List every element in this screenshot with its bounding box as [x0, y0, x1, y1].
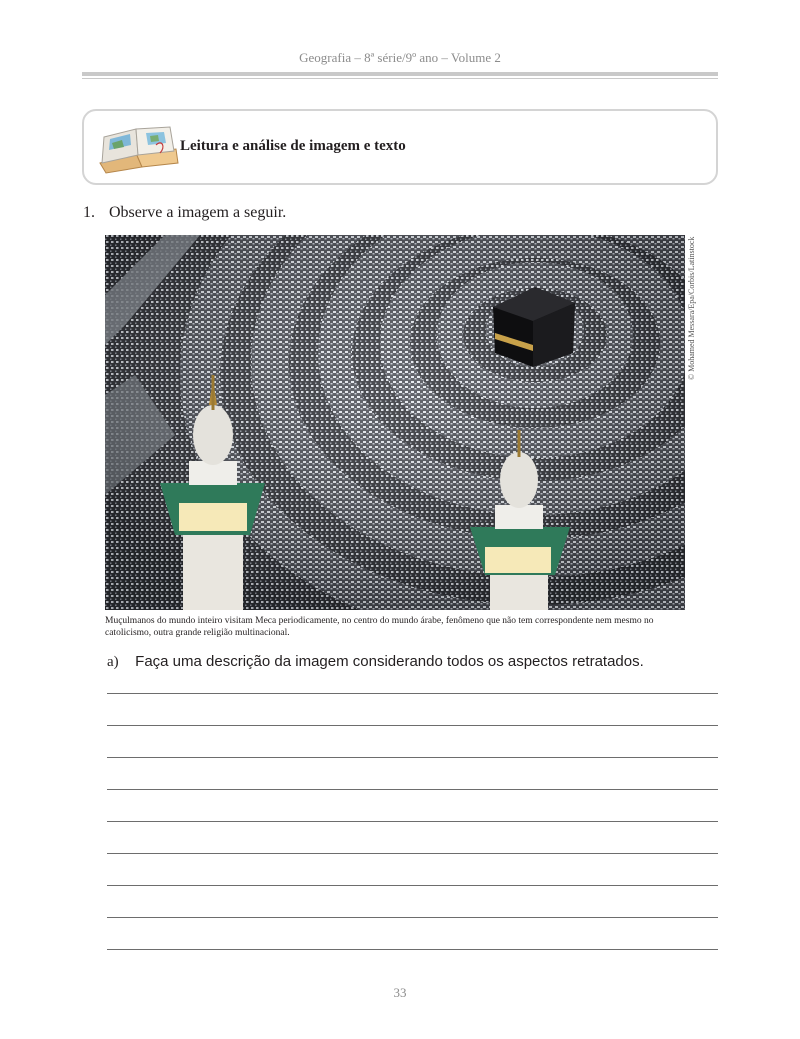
page-number: 33 — [393, 985, 407, 1000]
question-text: Observe a imagem a seguir. — [109, 204, 287, 221]
section-banner — [82, 109, 718, 185]
answer-line[interactable] — [107, 725, 718, 726]
question-1 — [83, 204, 286, 222]
mecca-photo — [105, 235, 685, 610]
photo-credit: © Mohamed Messara/Epa/Corbis/Latinstock — [687, 236, 696, 380]
answer-line[interactable] — [107, 757, 718, 758]
question-a — [107, 653, 644, 671]
header-rule-thin — [82, 78, 718, 79]
answer-line[interactable] — [107, 693, 718, 694]
item-text: Faça uma descrição da imagem considerando todos os aspectos retratados. — [135, 653, 644, 670]
answer-line[interactable] — [107, 917, 718, 918]
answer-line[interactable] — [107, 853, 718, 854]
open-book-icon — [96, 123, 182, 175]
photo-caption: Muçulmanos do mundo inteiro visitam Meca periodicamente, no centro do mundo árabe, fenômeno que não tem correspondente nem mesmo no catolicismo, outra grande religião multinacional. — [105, 616, 654, 638]
running-header: Geografia – 8ª série/9º ano – Volume 2 — [299, 50, 501, 65]
section-title: Leitura e análise de imagem e texto — [180, 138, 406, 154]
item-letter: a) — [107, 654, 119, 670]
answer-line[interactable] — [107, 949, 718, 950]
question-number: 1. — [83, 204, 95, 221]
answer-line[interactable] — [107, 885, 718, 886]
header-rule — [82, 72, 718, 76]
answer-line[interactable] — [107, 821, 718, 822]
answer-line[interactable] — [107, 789, 718, 790]
